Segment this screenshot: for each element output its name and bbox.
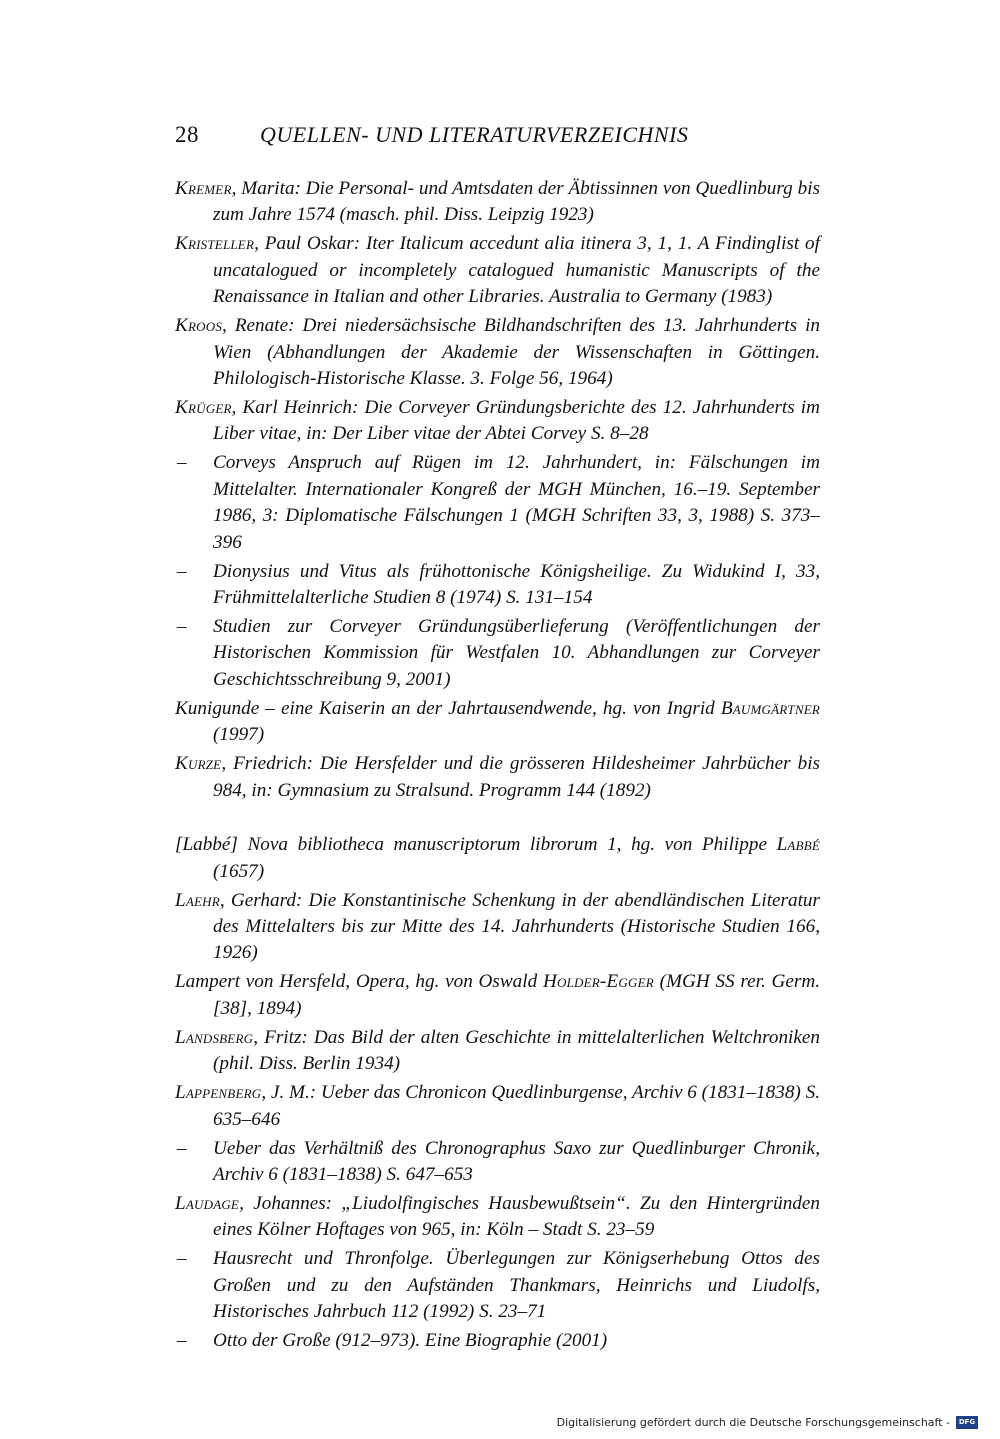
bibliography-entry <box>175 231 820 310</box>
entry-text: Studien zur Corveyer Gründungsüberlieferung (Veröffentlichungen der Historischen Kommission für Westfalen 10. Abhandlungen zur Corveyer Geschichtsschreibung 9, 2001) <box>213 616 820 690</box>
entry-dash: – <box>177 1137 187 1159</box>
bibliography-entry <box>175 1025 820 1078</box>
entry-author: Lappenberg <box>175 1082 262 1104</box>
bibliography-subentry <box>175 1328 820 1354</box>
bibliography-entry <box>175 176 820 229</box>
entry-author: Baumgärtner <box>720 697 820 719</box>
entry-author: Holder-Egger <box>542 971 654 993</box>
bibliography-entry <box>175 832 820 885</box>
entry-text: , J. M.: Ueber das Chronicon Quedlinburgense, Archiv 6 (1831–1838) S. 635–646 <box>213 1082 820 1130</box>
bibliography-entry <box>175 1080 820 1133</box>
bibliography-subentry <box>175 450 820 556</box>
entry-text: [Labbé] Nova bibliotheca manuscriptorum librorum 1, hg. von Philippe <box>175 834 777 856</box>
entry-author: Kristeller <box>175 233 255 255</box>
entry-author: Landsberg <box>175 1026 254 1048</box>
page-header <box>175 122 825 156</box>
entry-author: Laehr <box>175 889 220 911</box>
bibliography-list <box>175 176 820 1357</box>
entry-text-tail: (1997) <box>213 724 265 746</box>
entry-text-tail: (1657) <box>213 860 265 882</box>
bibliography-entry <box>175 696 820 749</box>
entry-author: Kurze <box>175 753 222 775</box>
entry-author: Krüger <box>175 397 232 419</box>
entry-text: , Friedrich: Die Hersfelder und die grösseren Hildesheimer Jahrbücher bis 984, in: Gymnasium zu Stralsund. Programm 144 (1892) <box>213 753 820 801</box>
entry-text: Ueber das Verhältniß des Chronographus Saxo zur Quedlinburger Chronik, Archiv 6 (1831–1838) S. 647–653 <box>213 1137 820 1185</box>
entry-text: , Renate: Drei niedersächsische Bildhandschriften des 13. Jahrhunderts in Wien (Abhandlungen der Akademie der Wissenschaften in Göttingen. Philologisch-Historische Klasse. 3. Folge 56, 1964) <box>213 315 820 390</box>
entry-dash: – <box>177 1330 187 1352</box>
bibliography-subentry <box>175 1246 820 1325</box>
bibliography-subentry <box>175 1136 820 1189</box>
entry-text: , Marita: Die Personal- und Amtsdaten der Äbtissinnen von Quedlinburg bis zum Jahre 1574 (masch. phil. Diss. Leipzig 1923) <box>213 178 820 226</box>
bibliography-entry <box>175 751 820 804</box>
entry-text: , Fritz: Das Bild der alten Geschichte in mittelalterlichen Weltchroniken (phil. Diss. Berlin 1934) <box>213 1026 820 1075</box>
entry-text: , Johannes: „Liudolfingisches Hausbewußtsein“. Zu den Hintergründen eines Kölner Hoftages von 965, in: Köln – Stadt S. 23–59 <box>213 1192 820 1241</box>
bibliography-entry <box>175 888 820 967</box>
bibliography-subentry <box>175 559 820 612</box>
bibliography-entry <box>175 969 820 1022</box>
footer-text: Digitalisierung gefördert durch die Deutsche Forschungsgemeinschaft - <box>556 1415 950 1429</box>
bibliography-subentry <box>175 614 820 693</box>
entry-text: Hausrecht und Thronfolge. Überlegungen zur Königserhebung Ottos des Großen und zu den Aufständen Thankmars, Heinrichs und Liudolfs, Historisches Jahrbuch 112 (1992) S. 23–71 <box>213 1248 820 1323</box>
entry-text: Kunigunde – eine Kaiserin an der Jahrtausendwende, hg. von Ingrid <box>175 697 721 719</box>
entry-text: , Gerhard: Die Konstantinische Schenkung in der abendländischen Literatur des Mittelalters bis zur Mitte des 14. Jahrhunderts (Historische Studien 166, 1926) <box>213 889 820 964</box>
page-number: 28 <box>175 122 199 147</box>
entry-dash: – <box>177 616 187 638</box>
entry-dash: – <box>177 452 187 474</box>
entry-author: Kremer <box>175 178 232 199</box>
entry-text: , Paul Oskar: Iter Italicum accedunt alia itinera 3, 1, 1. A Findinglist of uncatalogued or incompletely catalogued humanistic Manuscripts of the Renaissance in Italian and other Libraries. Australia to Germany (1983) <box>213 233 820 308</box>
entry-dash: – <box>177 1248 187 1270</box>
entry-author: Laudage <box>175 1192 240 1214</box>
entry-text: Lampert von Hersfeld, Opera, hg. von Oswald <box>175 971 543 993</box>
entry-text: Corveys Anspruch auf Rügen im 12. Jahrhundert, in: Fälschungen im Mittelalter. Internationaler Kongreß der MGH München, 16.–19. September 1986, 3: Diplomatische Fälschungen 1 (MGH Schriften 33, 3, 1988) S. 373–396 <box>213 452 820 553</box>
entry-author: Kroos <box>175 315 223 337</box>
entry-dash: – <box>177 560 187 582</box>
bibliography-entry <box>175 1191 820 1244</box>
bibliography-entry <box>175 395 820 448</box>
digitization-footer <box>557 1413 978 1431</box>
running-title: QUELLEN- UND LITERATURVERZEICHNIS <box>260 122 689 147</box>
entry-text: , Karl Heinrich: Die Corveyer Gründungsberichte des 12. Jahrhunderts im Liber vitae, in: Der Liber vitae der Abtei Corvey S. 8–28 <box>213 397 820 445</box>
entry-text: Otto der Große (912–973). Eine Biographie (2001) <box>213 1330 608 1352</box>
entry-author: Labbé <box>776 834 820 856</box>
entry-text-tail: (MGH SS rer. Germ. [38], 1894) <box>213 971 820 1019</box>
dfg-logo-icon: DFG <box>956 1416 978 1429</box>
entry-text: Dionysius und Vitus als frühottonische Königsheilige. Zu Widukind I, 33, Frühmittelalterliche Studien 8 (1974) S. 131–154 <box>213 560 820 609</box>
bibliography-entry <box>175 313 820 392</box>
